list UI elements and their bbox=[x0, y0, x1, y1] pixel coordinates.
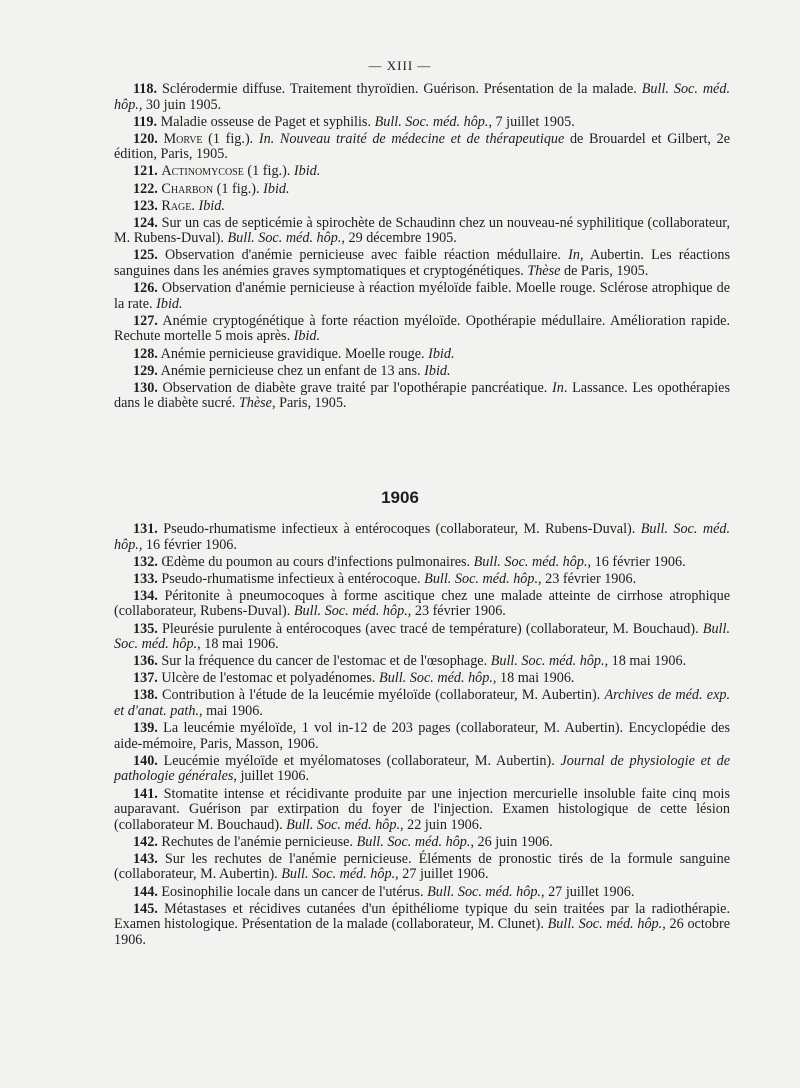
bibliography-entry bbox=[114, 852, 730, 883]
bibliography-entry bbox=[114, 522, 730, 553]
bibliography-entry bbox=[114, 754, 730, 785]
entry-source: Bull. Soc. méd. hôp. bbox=[356, 833, 471, 850]
bibliography-entry bbox=[114, 622, 730, 653]
entry-text: (1 fig.). bbox=[243, 163, 294, 180]
bibliography-entry bbox=[114, 555, 730, 571]
bibliography-entry bbox=[114, 216, 730, 247]
entry-text: Eosinophilie locale dans un cancer de l'utérus. bbox=[161, 883, 428, 900]
bibliography-entry bbox=[114, 787, 730, 834]
entry-number: 118. bbox=[133, 81, 158, 97]
entry-date: , 18 mai 1906. bbox=[604, 653, 687, 670]
bibliography-entry bbox=[114, 364, 730, 380]
entry-text: Pleurésie purulente à entérocoques (avec tracé de température) (collaborateur, M. Bouchaud). bbox=[161, 620, 703, 637]
entry-source: Ibid. bbox=[198, 197, 225, 214]
entry-source: Thèse bbox=[238, 395, 272, 412]
entry-number: 145. bbox=[133, 900, 158, 917]
entry-source: Ibid. bbox=[293, 328, 321, 345]
bibliography-entry bbox=[114, 164, 730, 180]
entry-source: Archives de méd. exp. et d'anat. path. bbox=[114, 687, 731, 720]
entry-text: Observation de diabète grave traité par l'opothérapie pancréatique. bbox=[162, 379, 553, 396]
entry-date: , 16 février 1906. bbox=[138, 536, 237, 553]
entry-source: Bull. Soc. méd. hôp. bbox=[286, 816, 401, 833]
entry-date: , mai 1906. bbox=[199, 703, 263, 720]
entry-text: Œdème du poumon au cours d'infections pulmonaires. bbox=[161, 553, 474, 570]
entry-source: Ibid. bbox=[428, 345, 455, 362]
entry-subject: Morve bbox=[163, 130, 203, 147]
bibliography-entry bbox=[114, 314, 730, 345]
bibliography-entry bbox=[114, 885, 730, 901]
entry-date: , 26 juin 1906. bbox=[470, 833, 553, 850]
entry-number: 121. bbox=[133, 163, 158, 180]
entry-text: Sclérodermie diffuse. Traitement thyroïdien. Guérison. Présentation de la malade. bbox=[161, 81, 642, 97]
entry-date: , 27 juillet 1906. bbox=[395, 866, 489, 883]
entry-date: , 18 mai 1906. bbox=[197, 636, 279, 653]
entry-text: Leucémie myéloïde et myélomatoses (collaborateur, M. Aubertin). bbox=[163, 752, 561, 769]
entry-subject: Charbon bbox=[161, 180, 214, 197]
entry-number: 142. bbox=[133, 833, 158, 850]
entry-number: 133. bbox=[133, 570, 158, 587]
entry-source: In. Nouveau traité de médecine et de thérapeutique bbox=[258, 130, 565, 147]
bibliography-entry bbox=[114, 589, 730, 620]
entry-date: , 26 octobre 1906. bbox=[114, 916, 731, 948]
entry-source: Bull. Soc. méd. hôp. bbox=[490, 653, 605, 670]
entry-number: 124. bbox=[133, 214, 158, 231]
entry-text: Sur un cas de septicémie à spirochète de Schaudinn chez un nouveau-né syphilitique (collaborateur, M. Rubens-Duval). bbox=[114, 214, 731, 247]
entry-date: , 18 mai 1906. bbox=[492, 670, 575, 687]
entry-text: Anémie cryptogénétique à forte réaction myéloïde. Opothérapie médullaire. Amélioration rapide. Rechute mortelle 5 mois après. bbox=[114, 312, 731, 345]
entry-text: Métastases et récidives cutanées d'un épithéliome typique du sein traitées par la radiothérapie. Examen histologique. Présentation de la malade (collaborateur, M. Clunet). bbox=[114, 900, 731, 933]
entry-text: Sur la fréquence du cancer de l'estomac et de l'œsophage. bbox=[161, 653, 491, 670]
bibliography-entry bbox=[114, 281, 730, 312]
entry-number: 119. bbox=[133, 113, 158, 130]
entry-source: Bull. Soc. méd. hôp. bbox=[547, 916, 663, 933]
entry-text: Pseudo-rhumatisme infectieux à entérocoque. bbox=[161, 570, 425, 587]
bibliography-entry bbox=[114, 132, 730, 163]
page-number: — XIII — bbox=[368, 58, 432, 73]
entry-date: , 29 décembre 1905. bbox=[341, 230, 457, 247]
entry-date: , Aubertin. Les réactions sanguines dans les anémies graves symptomatiques et cryptogénétiques. bbox=[114, 247, 731, 280]
bibliography-entry bbox=[114, 671, 730, 687]
entry-source: Bull. Soc. méd. hôp. bbox=[424, 570, 539, 587]
entry-source: Journal de physiologie et de pathologie générales bbox=[114, 752, 730, 785]
entry-date: , 30 juin 1905. bbox=[138, 96, 222, 113]
entry-number: 144. bbox=[133, 883, 158, 900]
entry-source: Bull. Soc. méd. hôp. bbox=[114, 620, 730, 653]
entry-date: , 16 février 1906. bbox=[587, 553, 686, 570]
entry-number: 137. bbox=[133, 670, 158, 687]
entry-text: (1 fig.). bbox=[213, 180, 264, 197]
entry-date: , 7 juillet 1905. bbox=[488, 113, 575, 130]
entry-source: Bull. Soc. méd. hôp. bbox=[473, 553, 588, 570]
bibliography-entry bbox=[114, 82, 730, 113]
section-year-heading: 1906 bbox=[381, 488, 419, 507]
entry-number: 136. bbox=[133, 653, 158, 670]
entry-date: . Lassance. Les opothérapies dans le diabète sucré. bbox=[114, 379, 730, 412]
entry-subject: Rage bbox=[161, 197, 192, 214]
bibliography-entry bbox=[114, 654, 730, 670]
bibliography-list-1906 bbox=[114, 522, 730, 950]
entry-number: 129. bbox=[133, 362, 158, 379]
bibliography-entry bbox=[114, 199, 730, 215]
bibliography-entry bbox=[114, 572, 730, 588]
entry-source: Ibid. bbox=[424, 362, 451, 379]
entry-text: Maladie osseuse de Paget et syphilis. bbox=[160, 113, 375, 130]
entry-source: Bull. Soc. méd. hôp. bbox=[114, 81, 730, 113]
bibliography-entry bbox=[114, 248, 730, 279]
bibliography-list-1905 bbox=[114, 82, 730, 413]
bibliography-entry bbox=[114, 347, 730, 363]
entry-number: 132. bbox=[133, 553, 158, 570]
entry-source: Ibid. bbox=[263, 180, 290, 197]
entry-text: Rechutes de l'anémie pernicieuse. bbox=[161, 833, 357, 850]
entry-date: , juillet 1906. bbox=[233, 768, 310, 785]
bibliography-entry bbox=[114, 381, 730, 412]
entry-date: , 23 février 1906. bbox=[407, 603, 506, 620]
entry-text: Sur les rechutes de l'anémie pernicieuse. Éléments de pronostic tirés de la formule sanguine (collaborateur, M. Aubertin). bbox=[114, 850, 731, 883]
entry-number: 143. bbox=[133, 850, 158, 867]
bibliography-entry bbox=[114, 182, 730, 198]
entry-number: 134. bbox=[133, 587, 158, 604]
entry-date: , 23 février 1906. bbox=[538, 570, 637, 587]
entry-text: (1 fig.). bbox=[202, 130, 259, 147]
entry-text: Observation d'anémie pernicieuse avec faible réaction médullaire. bbox=[165, 247, 569, 264]
bibliography-entry bbox=[114, 721, 730, 752]
entry-source: Bull. Soc. méd. hôp. bbox=[114, 521, 731, 553]
entry-source: Bull. Soc. méd. hôp. bbox=[281, 866, 396, 883]
entry-source: Bull. Soc. méd. hôp. bbox=[374, 113, 489, 130]
entry-number: 135. bbox=[133, 620, 158, 637]
entry-date: de Paris, 1905. bbox=[560, 263, 649, 280]
entry-text: La leucémie myéloïde, 1 vol in-12 de 203 pages (collaborateur, M. Aubertin). Encyclopédie des aide-mémoire, Paris, Masson, 1906. bbox=[114, 720, 730, 752]
entry-source: Bull. Soc. méd. hôp. bbox=[379, 670, 493, 687]
entry-number: 125. bbox=[133, 247, 158, 264]
entry-number: 138. bbox=[133, 687, 158, 704]
entry-text: Ulcère de l'estomac et polyadénomes. bbox=[161, 670, 380, 687]
entry-source: Thèse bbox=[527, 263, 561, 280]
entry-source: In bbox=[552, 379, 564, 396]
entry-text: Observation d'anémie pernicieuse à réaction myéloïde faible. Moelle rouge. Sclérose atrophique de la rate. bbox=[114, 280, 731, 312]
entry-source: In bbox=[568, 247, 580, 264]
entry-number: 127. bbox=[133, 312, 158, 329]
entry-text: Anémie pernicieuse gravidique. Moelle rouge. bbox=[160, 345, 429, 362]
entry-source: Bull. Soc. méd. hôp. bbox=[293, 603, 408, 620]
entry-text: Anémie pernicieuse chez un enfant de 13 ans. bbox=[160, 362, 425, 379]
entry-number: 128. bbox=[133, 345, 158, 362]
entry-text: Pseudo-rhumatisme infectieux à entérocoques (collaborateur, M. Rubens-Duval). bbox=[163, 521, 641, 537]
entry-number: 131. bbox=[133, 521, 158, 537]
entry-number: 123. bbox=[133, 197, 158, 214]
entry-number: 139. bbox=[133, 720, 158, 737]
entry-date: de Brouardel et Gilbert, 2e édition, Paris, 1905. bbox=[114, 130, 731, 163]
entry-number: 141. bbox=[133, 785, 158, 802]
bibliography-entry bbox=[114, 902, 730, 949]
entry-text: Contribution à l'étude de la leucémie myéloïde (collaborateur, M. Aubertin). bbox=[162, 687, 605, 704]
bibliography-entry bbox=[114, 688, 730, 719]
entry-date: , 27 juillet 1906. bbox=[540, 883, 635, 900]
entry-source: Bull. Soc. méd. hôp. bbox=[427, 883, 541, 900]
entry-source: Ibid. bbox=[156, 295, 183, 312]
entry-text: . bbox=[191, 197, 199, 214]
entry-source: Ibid. bbox=[293, 163, 321, 180]
entry-source: Bull. Soc. méd. hôp. bbox=[227, 230, 342, 247]
entry-number: 126. bbox=[133, 280, 158, 297]
entry-text: Stomatite intense et récidivante produite par une injection mercurielle insoluble faite cinq mois auparavant. Guérison par extirpation du foyer de l'injection. Examen histologique de cette lésion (collaborateur M. Bouchaud). bbox=[114, 785, 731, 833]
entry-date: , Paris, 1905. bbox=[271, 395, 347, 412]
entry-text: Péritonite à pneumocoques à forme ascitique chez une malade atteinte de cirrhose atrophique (collaborateur, Rubens-Duval). bbox=[114, 587, 730, 620]
entry-number: 122. bbox=[133, 180, 158, 197]
entry-date: , 22 juin 1906. bbox=[400, 816, 483, 833]
entry-number: 130. bbox=[133, 379, 158, 396]
entry-number: 140. bbox=[133, 752, 158, 769]
entry-subject: Actinomycose bbox=[161, 163, 244, 180]
bibliography-entry bbox=[114, 115, 730, 131]
entry-number: 120. bbox=[133, 130, 158, 147]
bibliography-entry bbox=[114, 835, 730, 851]
